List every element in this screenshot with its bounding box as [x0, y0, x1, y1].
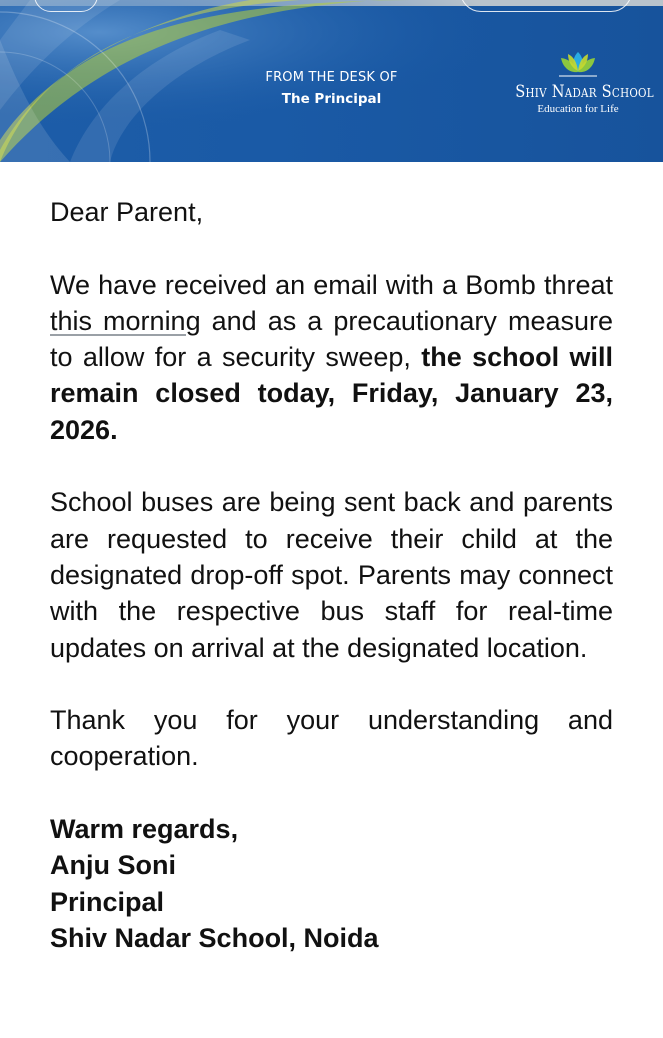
greeting: Dear Parent,	[50, 197, 204, 227]
signer-title: Principal	[50, 886, 165, 917]
closure-paragraph	[50, 267, 613, 448]
school-tagline: Education for Life	[537, 103, 619, 115]
closing: Warm regards,	[50, 814, 239, 845]
closure-text-middle: and as a precautionary measure to allow for a security sweep,	[50, 305, 613, 373]
lotus-leaf-icon	[555, 50, 601, 78]
desk-subtitle: FROM THE DESK OF	[265, 70, 398, 85]
bus-paragraph: School buses are being sent back and parents are requested to receive their child at the designated drop-off spot. Parents may connect with the respective bus staff for real-time updates on arrival at the designated location.	[50, 487, 613, 663]
closure-text-start: We have received an email with a Bomb threat	[50, 269, 613, 300]
closure-announcement: the school will remain closed today, Friday, January 23, 2026.	[50, 342, 613, 445]
underlined-phrase: this morning	[50, 305, 201, 336]
signer-name: Anju Soni	[50, 850, 176, 881]
school-logo	[505, 50, 654, 116]
top-right-outline-shape	[460, 0, 632, 12]
header-banner	[0, 0, 663, 162]
thanks-paragraph: Thank you for your understanding and cooperation.	[50, 705, 613, 772]
signature-block	[50, 811, 613, 956]
desk-heading	[230, 68, 433, 110]
desk-title: The Principal	[281, 91, 382, 107]
top-left-outline-shape	[34, 0, 98, 12]
letter-body	[50, 194, 613, 956]
signer-organization: Shiv Nadar School, Noida	[50, 922, 379, 953]
school-name: Shiv Nadar School	[515, 82, 654, 102]
